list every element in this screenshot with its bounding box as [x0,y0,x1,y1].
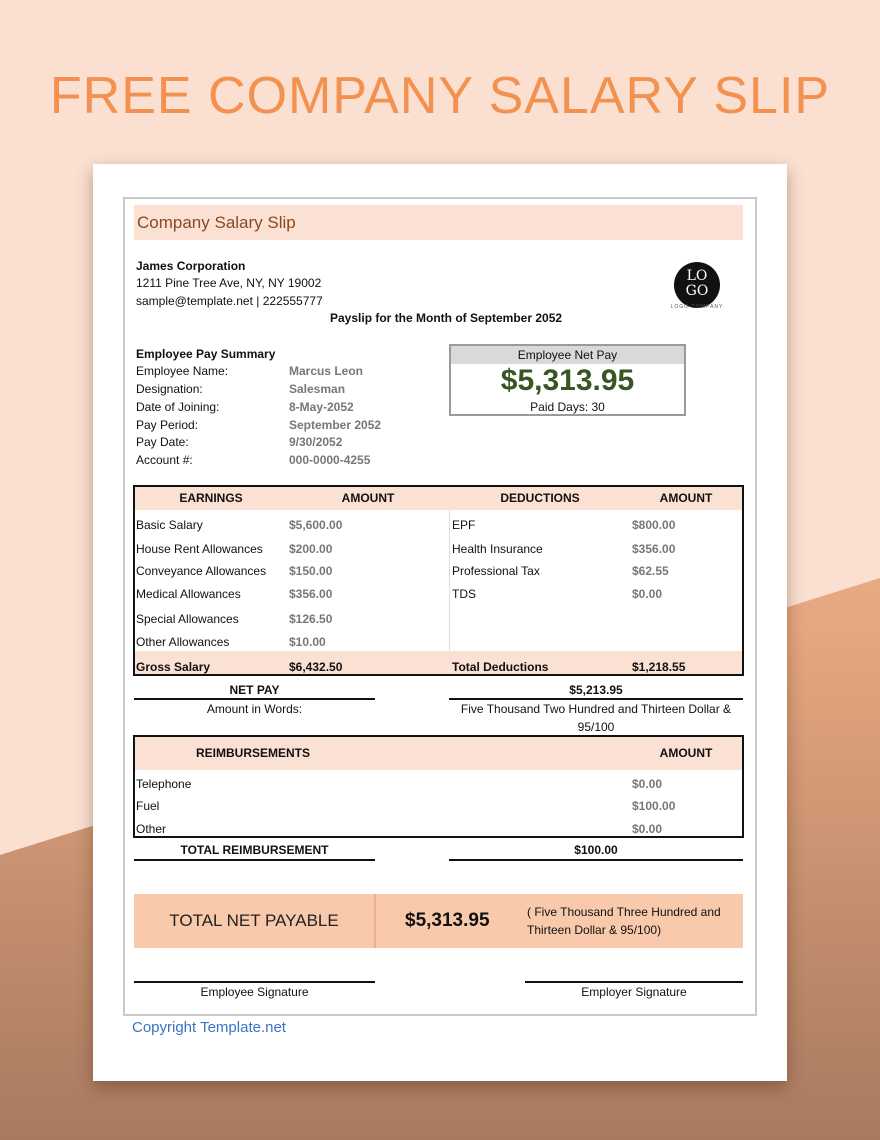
summary-value: Salesman [289,382,346,396]
reimbursements-header: REIMBURSEMENTS [195,746,310,760]
summary-label: Designation: [136,382,203,396]
total-deductions-amount: $1,218.55 [632,660,686,674]
reimbursement-label: Other [136,822,167,836]
deduction-label: EPF [452,518,476,532]
earning-label: Medical Allowances [136,587,241,601]
summary-value: September 2052 [289,418,382,432]
total-net-payable-words-line2: Thirteen Dollar & 95/100) [527,923,662,937]
company-address: 1211 Pine Tree Ave, NY, NY 19002 [136,276,322,290]
total-reimbursement-amount: $100.00 [574,843,618,857]
summary-label: Employee Name: [136,364,229,378]
earnings-header: EARNINGS [179,491,243,505]
company-logo [674,262,720,308]
deductions-header: DEDUCTIONS [500,491,580,505]
earning-amount: $5,600.00 [289,518,343,532]
reimbursement-amount: $0.00 [632,822,663,836]
net-pay-underline [134,698,375,700]
salary-slip-sheet [93,164,787,1081]
deduction-amount: $356.00 [632,542,676,556]
gross-salary-amount: $6,432.50 [289,660,343,674]
deduction-amount: $62.55 [632,564,669,578]
summary-label: Pay Date: [136,435,189,449]
summary-value: 9/30/2052 [289,435,343,449]
total-net-payable-label: TOTAL NET PAYABLE [169,911,339,930]
earning-amount: $150.00 [289,564,333,578]
deduction-label: TDS [452,587,476,601]
total-net-payable-divider [374,894,376,948]
net-pay-amount-underline [449,698,743,700]
earnings-amount-header: AMOUNT [341,491,395,505]
total-net-payable-amount: $5,313.95 [405,910,490,931]
net-pay-box-label: Employee Net Pay [451,346,684,364]
copyright-link[interactable]: Copyright Template.net [132,1019,286,1036]
summary-value: Marcus Leon [289,364,364,378]
summary-label: Pay Period: [136,418,199,432]
deduction-label: Professional Tax [452,564,540,578]
earning-amount: $356.00 [289,587,333,601]
reimbursement-label: Telephone [136,777,192,791]
reimbursements-amount-header: AMOUNT [659,746,713,760]
earning-label: Conveyance Allowances [136,564,267,578]
gross-salary-label: Gross Salary [136,660,211,674]
summary-label: Date of Joining: [136,400,220,414]
slip-title: Company Salary Slip [137,213,296,232]
paid-days: Paid Days: 30 [530,400,605,414]
earning-amount: $200.00 [289,542,333,556]
company-name: James Corporation [136,259,246,273]
earning-label: Special Allowances [136,612,239,626]
page-banner: FREE COMPANY SALARY SLIP [49,67,831,125]
earning-label: Basic Salary [136,518,203,532]
summary-value: 8-May-2052 [289,400,354,414]
total-reimbursement-underline [134,859,375,861]
logo-text-top: LO [686,268,708,284]
earning-label: House Rent Allowances [136,542,263,556]
earning-amount: $126.50 [289,612,333,626]
net-pay-box-amount: $5,313.95 [500,364,635,397]
earning-amount: $10.00 [289,635,326,649]
reimbursement-label: Fuel [136,799,160,813]
total-deductions-label: Total Deductions [452,660,549,674]
reimbursement-amount: $100.00 [632,799,676,813]
company-contact: sample@template.net | 222555777 [136,294,323,308]
total-reimbursement-label: TOTAL REIMBURSEMENT [180,843,329,857]
pay-summary-heading: Employee Pay Summary [136,347,276,361]
summary-label: Account #: [136,453,193,467]
employer-signature-line[interactable] [525,981,743,983]
deductions-amount-header: AMOUNT [659,491,713,505]
employee-signature-line[interactable] [134,981,375,983]
deduction-amount: $800.00 [632,518,676,532]
deduction-amount: $0.00 [632,587,663,601]
employer-signature-label: Employer Signature [581,985,687,999]
earning-label: Other Allowances [136,635,230,649]
payslip-month: Payslip for the Month of September 2052 [330,311,563,325]
amount-in-words-label: Amount in Words: [206,702,303,716]
reimbursement-amount: $0.00 [632,777,663,791]
deduction-label: Health Insurance [452,542,543,556]
employee-signature-label: Employee Signature [200,985,309,999]
net-pay-words-line2: 95/100 [577,720,615,734]
total-net-payable-band [134,894,743,948]
logo-text-bottom: GO [685,283,709,299]
employee-net-pay-box [449,344,686,416]
summary-value: 000-0000-4255 [289,453,371,467]
slip-title-bar [134,205,743,240]
net-pay-label: NET PAY [229,683,280,697]
logo-caption: LOGO COMPANY [670,304,724,310]
net-pay-amount: $5,213.95 [569,683,623,697]
total-reimbursement-amount-underline [449,859,743,861]
net-pay-words-line1: Five Thousand Two Hundred and Thirteen Dollar & [460,702,732,716]
total-net-payable-words-line1: ( Five Thousand Three Hundred and [527,905,721,919]
